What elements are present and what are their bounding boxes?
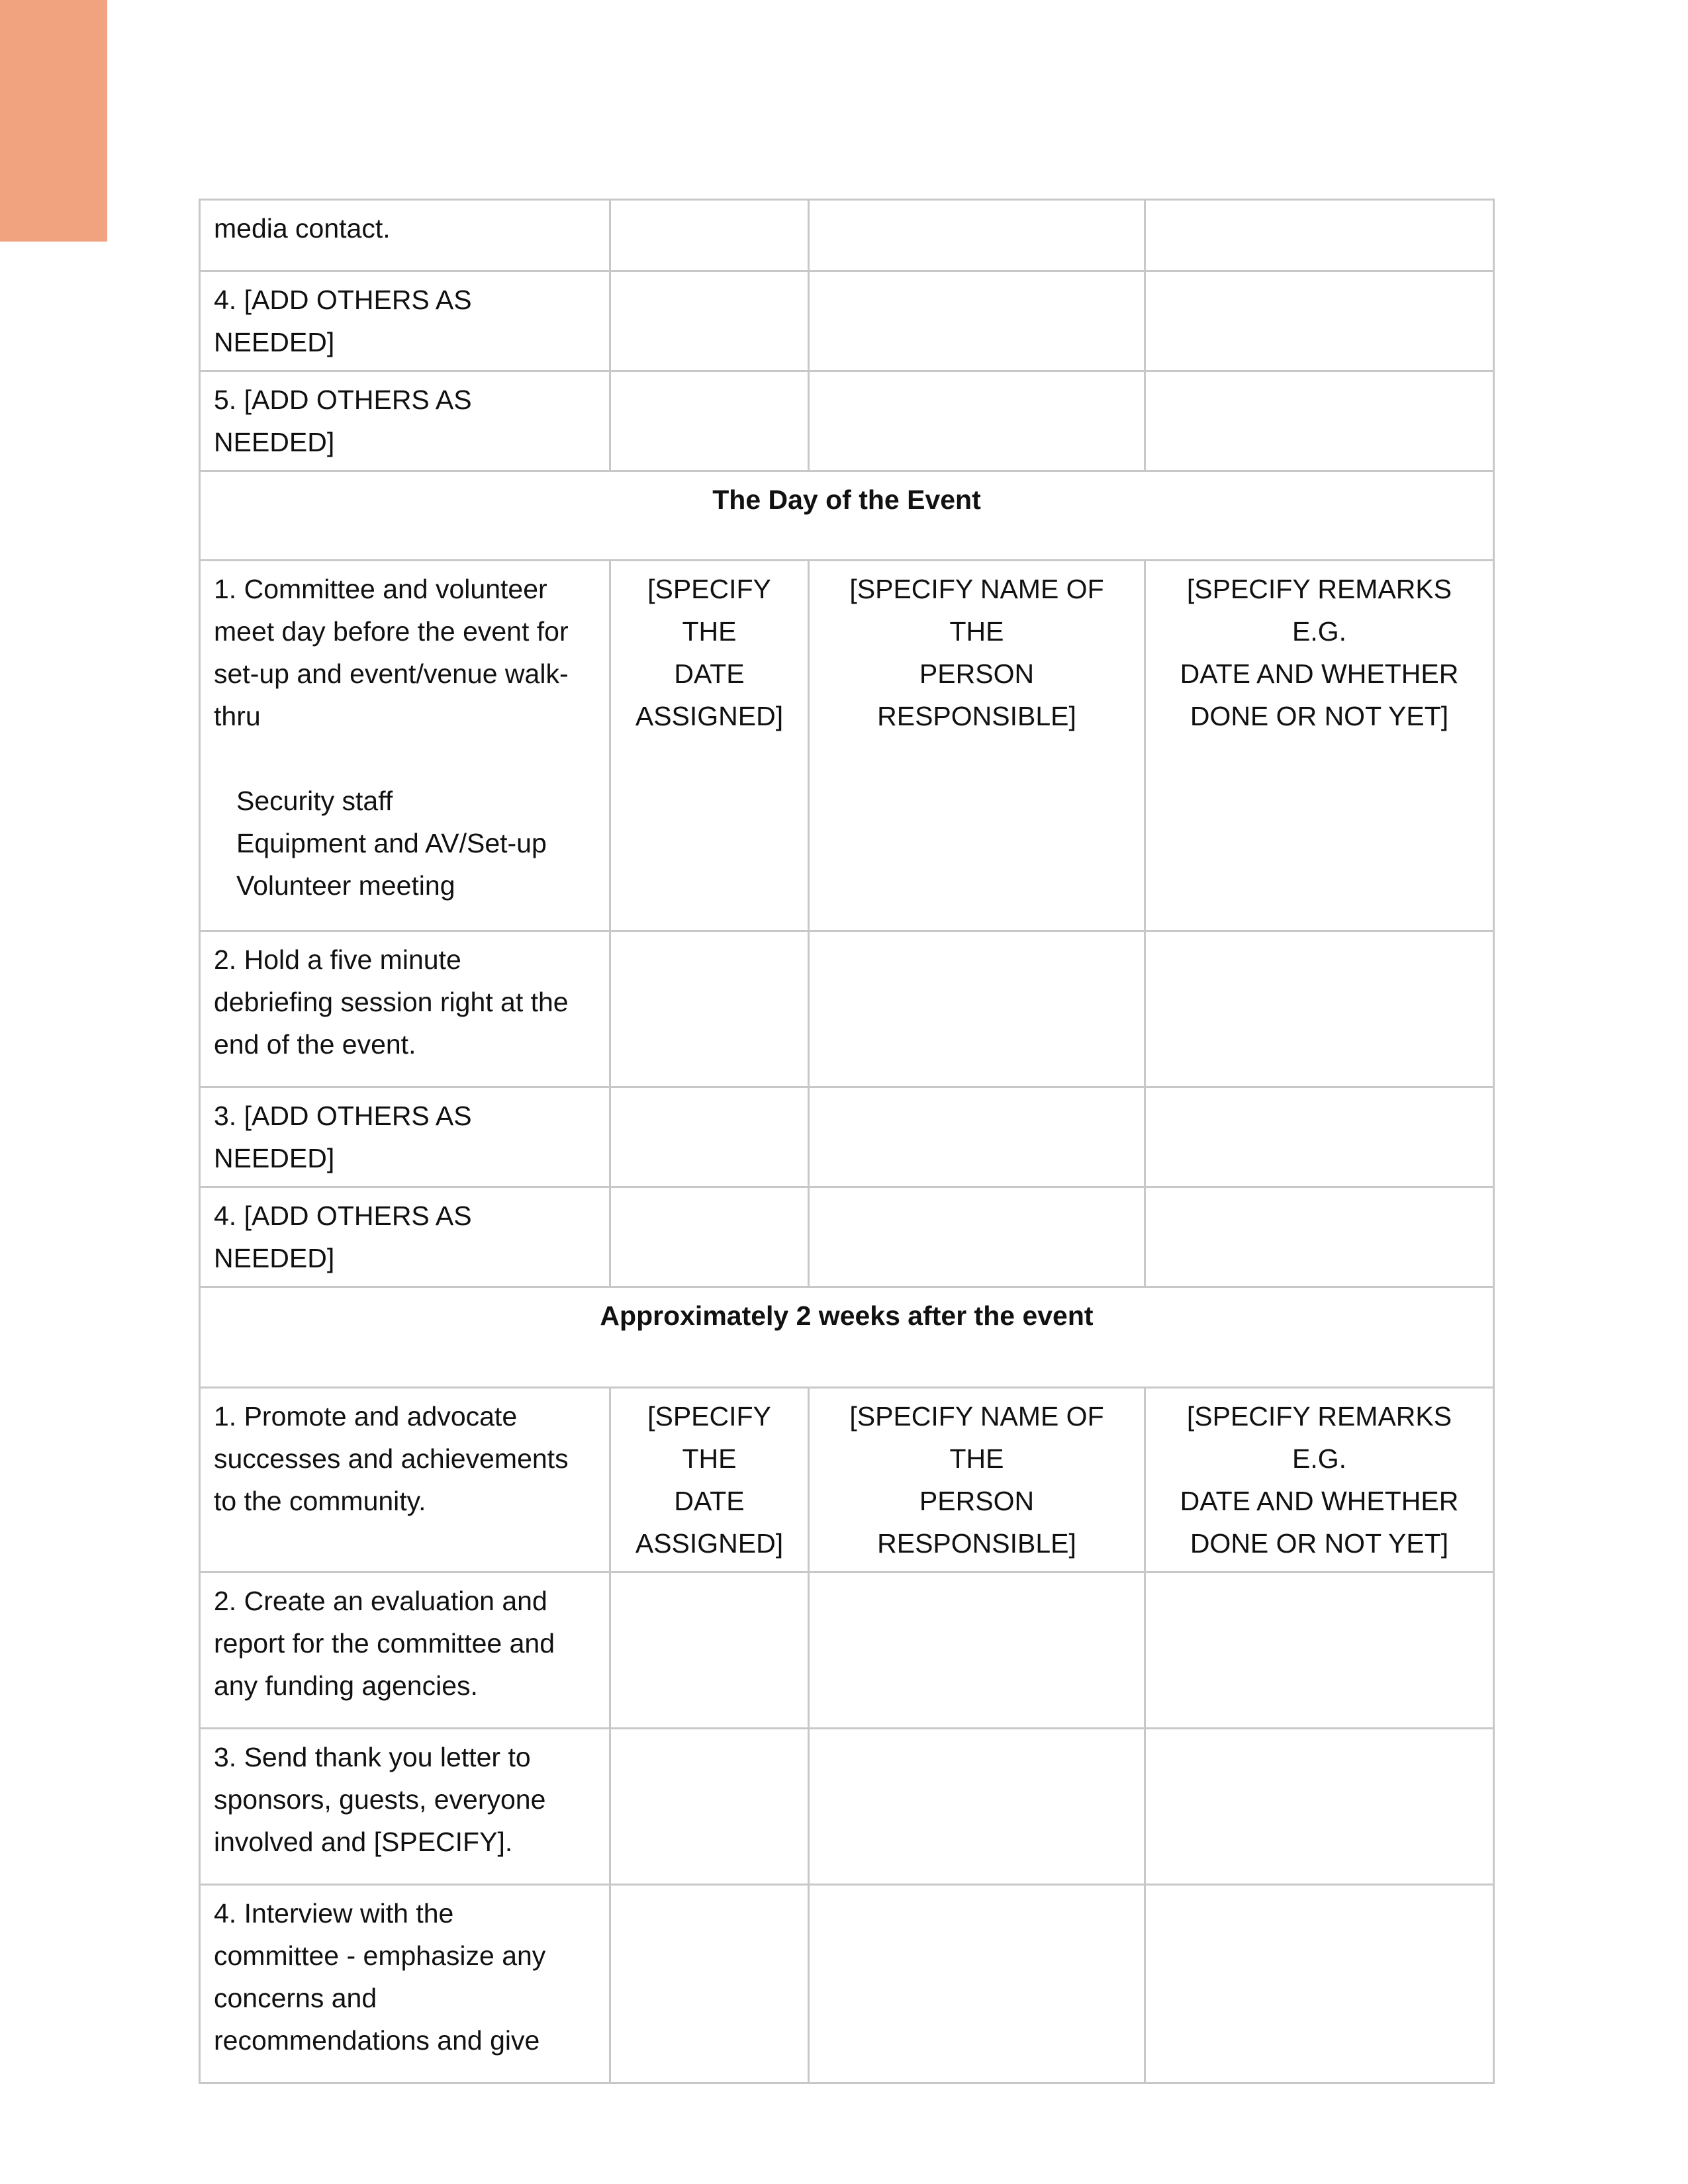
person-cell: [809, 931, 1145, 1087]
person-cell: [809, 1885, 1145, 2083]
person-placeholder-line: PERSON RESPONSIBLE]: [877, 1486, 1076, 1559]
task-cell: 3. [ADD OTHERS AS NEEDED]: [200, 1087, 610, 1187]
table-row: [200, 371, 1494, 471]
event-plan-table: [199, 199, 1495, 2084]
task-cell: 4. [ADD OTHERS AS NEEDED]: [200, 1187, 610, 1287]
date-placeholder-line: ASSIGNED]: [635, 701, 784, 731]
person-cell: [809, 1187, 1145, 1287]
task-line: set-up and event/venue walk-: [214, 659, 569, 689]
person-placeholder-line: PERSON RESPONSIBLE]: [877, 659, 1076, 731]
task-line: thru: [214, 701, 261, 731]
task-cell: [200, 931, 610, 1087]
task-cell: [200, 1388, 610, 1572]
remarks-cell: [1145, 1885, 1494, 2083]
remarks-cell: [1145, 1388, 1494, 1572]
task-cell: media contact.: [200, 200, 610, 271]
task-cell: 4. [ADD OTHERS AS NEEDED]: [200, 271, 610, 371]
section-heading-two-weeks-after: Approximately 2 weeks after the event: [200, 1287, 1494, 1388]
date-cell: [610, 561, 809, 931]
section-header-row: [200, 471, 1494, 561]
corner-accent-rect: [0, 0, 107, 242]
date-cell: [610, 931, 809, 1087]
person-cell: [809, 271, 1145, 371]
subitem-line: Security staff: [236, 786, 393, 816]
task-line: 2. Hold a five minute: [214, 944, 461, 975]
table-row: [200, 1388, 1494, 1572]
date-cell: [610, 1388, 809, 1572]
task-line: end of the event.: [214, 1029, 416, 1060]
date-cell: [610, 371, 809, 471]
person-cell: [809, 1087, 1145, 1187]
remarks-placeholder-line: [SPECIFY REMARKS E.G.: [1186, 574, 1452, 647]
task-line: 1. Promote and advocate: [214, 1401, 518, 1432]
task-cell: [200, 561, 610, 931]
task-line: 3. Send thank you letter to: [214, 1742, 531, 1772]
task-cell: [200, 1885, 610, 2083]
person-cell: [809, 1572, 1145, 1729]
table-row: [200, 1087, 1494, 1187]
task-cell: [200, 1572, 610, 1729]
date-placeholder-line: [SPECIFY THE: [647, 1401, 771, 1474]
remarks-placeholder-line: DATE AND WHETHER: [1180, 1486, 1459, 1516]
remarks-cell: [1145, 200, 1494, 271]
task-line: sponsors, guests, everyone: [214, 1784, 546, 1815]
task-line: to the community.: [214, 1486, 426, 1516]
task-line: 4. Interview with the: [214, 1898, 454, 1929]
task-line: concerns and: [214, 1983, 377, 2013]
task-line: 1. Committee and volunteer: [214, 574, 547, 604]
corner-accent-block: [0, 0, 107, 242]
date-cell: [610, 1729, 809, 1885]
date-cell: [610, 1087, 809, 1187]
table-row: [200, 1572, 1494, 1729]
person-placeholder-line: [SPECIFY NAME OF THE: [849, 574, 1104, 647]
task-line: debriefing session right at the: [214, 987, 569, 1017]
table-row: [200, 1729, 1494, 1885]
task-line: involved and [SPECIFY].: [214, 1827, 513, 1857]
table-row: [200, 1885, 1494, 2083]
section-heading-day-of-event: The Day of the Event: [200, 471, 1494, 561]
remarks-placeholder-line: DONE OR NOT YET]: [1190, 701, 1449, 731]
table-row: [200, 200, 1494, 271]
date-placeholder-line: [SPECIFY THE: [647, 574, 771, 647]
person-cell: [809, 561, 1145, 931]
person-cell: [809, 200, 1145, 271]
task-line: any funding agencies.: [214, 1670, 478, 1701]
task-line: 2. Create an evaluation and: [214, 1586, 547, 1616]
remarks-cell: [1145, 561, 1494, 931]
subitem-line: Volunteer meeting: [236, 870, 455, 901]
task-cell: [200, 1729, 610, 1885]
date-placeholder-line: ASSIGNED]: [635, 1528, 784, 1559]
date-cell: [610, 271, 809, 371]
person-cell: [809, 1729, 1145, 1885]
person-placeholder-line: [SPECIFY NAME OF THE: [849, 1401, 1104, 1474]
person-cell: [809, 371, 1145, 471]
task-line: meet day before the event for: [214, 616, 569, 647]
task-cell: 5. [ADD OTHERS AS NEEDED]: [200, 371, 610, 471]
remarks-placeholder-line: [SPECIFY REMARKS E.G.: [1186, 1401, 1452, 1474]
table-row: [200, 271, 1494, 371]
table-row: [200, 561, 1494, 931]
remarks-cell: [1145, 371, 1494, 471]
remarks-cell: [1145, 1187, 1494, 1287]
task-line: successes and achievements: [214, 1443, 569, 1474]
remarks-cell: [1145, 931, 1494, 1087]
remarks-placeholder-line: DATE AND WHETHER: [1180, 659, 1459, 689]
task-line: report for the committee and: [214, 1628, 555, 1659]
remarks-cell: [1145, 1572, 1494, 1729]
remarks-cell: [1145, 271, 1494, 371]
subitem-line: Equipment and AV/Set-up: [236, 828, 547, 858]
table-row: [200, 931, 1494, 1087]
date-placeholder-line: DATE: [674, 1486, 745, 1516]
date-cell: [610, 1187, 809, 1287]
date-cell: [610, 1885, 809, 2083]
table-row: [200, 1187, 1494, 1287]
task-line: recommendations and give: [214, 2025, 540, 2056]
date-placeholder-line: DATE: [674, 659, 745, 689]
date-cell: [610, 200, 809, 271]
remarks-placeholder-line: DONE OR NOT YET]: [1190, 1528, 1449, 1559]
line-gap: [214, 737, 596, 780]
section-header-row: [200, 1287, 1494, 1388]
remarks-cell: [1145, 1729, 1494, 1885]
task-line: committee - emphasize any: [214, 1940, 546, 1971]
remarks-cell: [1145, 1087, 1494, 1187]
person-cell: [809, 1388, 1145, 1572]
date-cell: [610, 1572, 809, 1729]
